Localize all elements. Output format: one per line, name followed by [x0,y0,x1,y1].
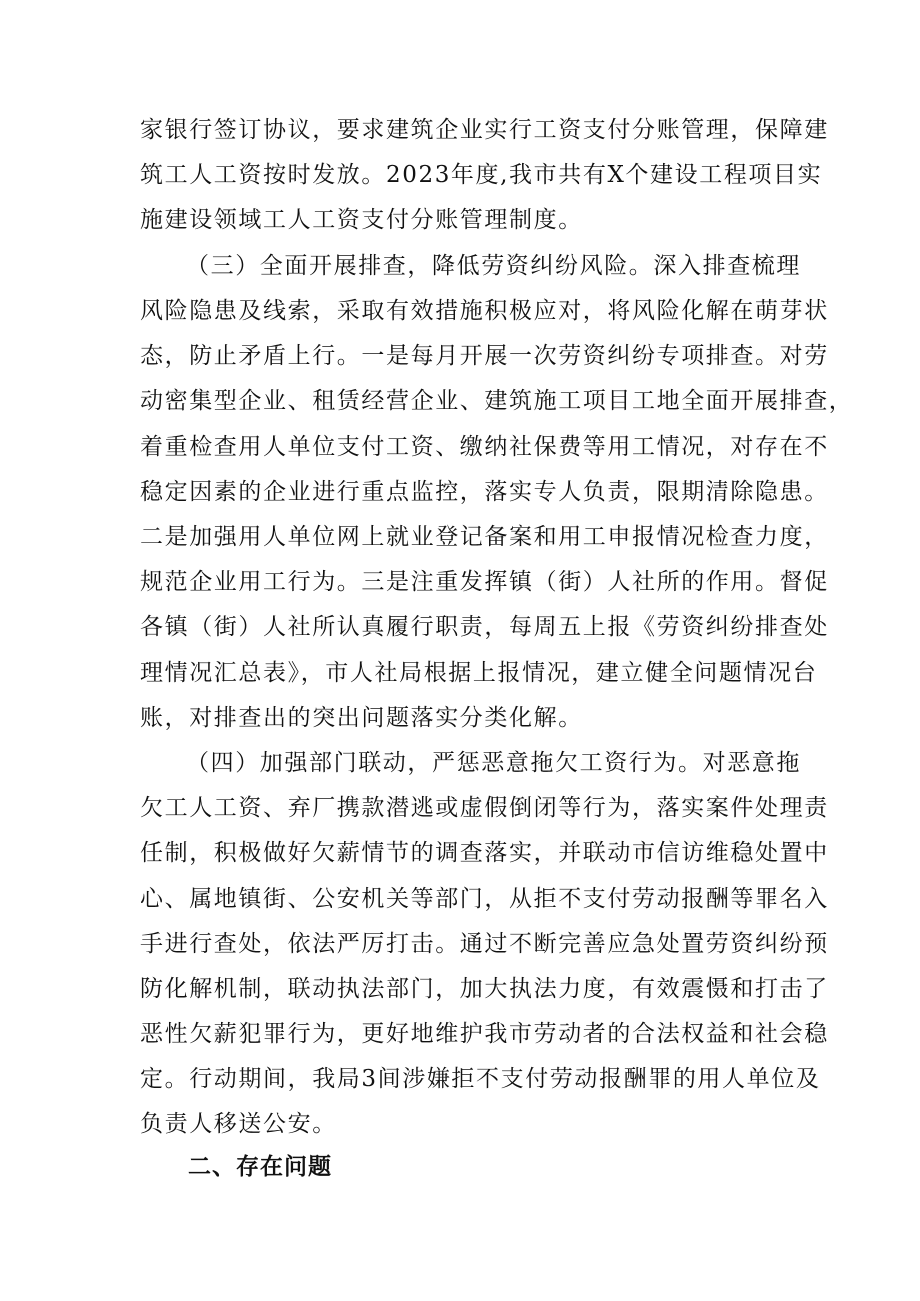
text-line: 施建设领域工人工资支付分账管理制度。 [140,207,583,233]
text-line: 着重检查用人单位支付工资、缴纳社保费等用工情况，对存在不 [140,434,829,460]
text-line: 二是加强用人单位网上就业登记备案和用工申报情况检查力度， [140,524,829,550]
text-line: 账，对排查出的突出问题落实分类化解。 [140,705,583,731]
text-line: 稳定因素的企业进行重点监控，落实专人负责，限期清除隐患。 [140,479,829,505]
text-line: 家银行签订协议，要求建筑企业实行工资支付分账管理，保障建 [140,117,829,143]
text-line: 手进行查处，依法严厉打击。通过不断完善应急处置劳资纠纷预 [140,931,829,957]
text-line: 风险隐患及线索，采取有效措施积极应对，将风险化解在萌芽状 [140,298,829,324]
text-line: 理情况汇总表》，市人社局根据上报情况，建立健全问题情况台 [140,660,818,686]
text-line: 规范企业用工行为。三是注重发挥镇（街）人社所的作用。督促 [140,569,829,595]
text-line: 各镇（街）人社所认真履行职责，每周五上报《劳资纠纷排查处 [140,614,829,640]
text-line: 防化解机制，联动执法部门，加大执法力度，有效震慑和打击了 [140,976,829,1002]
text-line: 欠工人工资、弃厂携款潜逃或虚假倒闭等行为，落实案件处理责 [140,795,829,821]
text-line: 定。行动期间，我局3间涉嫌拒不支付劳动报酬罪的用人单位及 [140,1066,821,1092]
text-line: 心、属地镇街、公安机关等部门，从拒不支付劳动报酬等罪名入 [140,886,829,912]
text-line: 恶性欠薪犯罪行为，更好地维护我市劳动者的合法权益和社会稳 [140,1021,829,1047]
text-line: 负责人移送公安。 [140,1111,337,1137]
section-heading: 二、存在问题 [188,1154,332,1180]
text-line: 态，防止矛盾上行。一是每月开展一次劳资纠纷专项排查。对劳 [140,343,829,369]
text-line: （四）加强部门联动，严惩恶意拖欠工资行为。对恶意拖 [186,750,801,776]
text-line: 筑工人工资按时发放。2023年度,我市共有X个建设工程项目实 [140,162,823,188]
text-line: 任制，积极做好欠薪情节的调查落实，并联动市信访维稳处置中 [140,840,829,866]
text-line: 动密集型企业、租赁经营企业、建筑施工项目工地全面开展排查， [140,388,854,414]
text-line: （三）全面开展排查，降低劳资纠纷风险。深入排查梳理 [186,253,801,279]
